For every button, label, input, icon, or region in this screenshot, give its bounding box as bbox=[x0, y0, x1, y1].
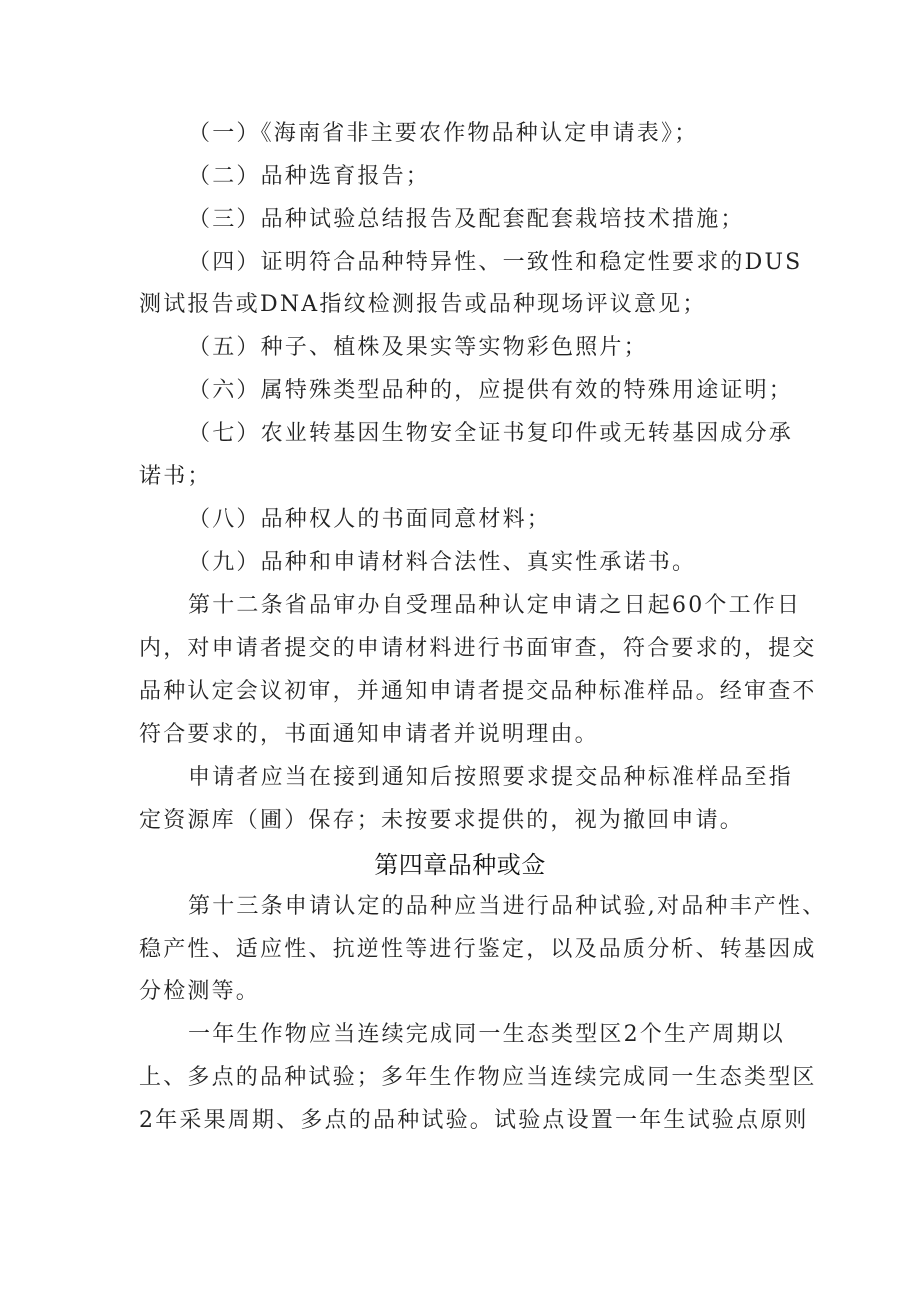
article-13-line-3: 分检测等。 bbox=[139, 979, 261, 1004]
trials-line-3: 2年采果周期、多点的品种试验。试验点设置一年生试验点原则 bbox=[139, 1108, 809, 1133]
item-6: （六）属特殊类型品种的，应提供有效的特殊用途证明； bbox=[188, 378, 794, 403]
article-13-line-2: 稳产性、适应性、抗逆性等进行鉴定，以及品质分析、转基因成 bbox=[139, 937, 817, 962]
item-7-line-2: 诺书； bbox=[139, 464, 212, 489]
samples-line-1: 申请者应当在接到通知后按照要求提交品种标准样品至指 bbox=[188, 765, 794, 790]
article-12-line-4: 符合要求的，书面通知申请者并说明理由。 bbox=[139, 722, 599, 747]
samples-line-2: 定资源库（圃）保存；未按要求提供的，视为撤回申请。 bbox=[139, 808, 745, 833]
item-8: （八）品种权人的书面同意材料； bbox=[188, 507, 552, 532]
item-2: （二）品种选育报告； bbox=[188, 164, 431, 189]
item-5: （五）种子、植株及果实等实物彩色照片； bbox=[188, 335, 648, 360]
item-1: （一）《海南省非主要农作物品种认定申请表》； bbox=[188, 121, 699, 146]
trials-line-2: 上、多点的品种试验；多年生作物应当连续完成同一生态类型区 bbox=[139, 1065, 817, 1090]
article-13-line-1: 第十三条申请认定的品种应当进行品种试验,对品种丰产性、 bbox=[188, 894, 827, 919]
item-4-line-1: （四）证明符合品种特异性、一致性和稳定性要求的DUS bbox=[188, 250, 803, 275]
article-12-line-1: 第十二条省品审办自受理品种认定申请之日起60个工作日 bbox=[188, 593, 802, 618]
item-7-line-1: （七）农业转基因生物安全证书复印件或无转基因成分承 bbox=[188, 421, 794, 446]
item-4-line-2: 测试报告或DNA指纹检测报告或品种现场评议意见； bbox=[139, 292, 707, 317]
article-12-line-3: 品种认定会议初审，并通知申请者提交品种标准样品。经审查不 bbox=[139, 679, 817, 704]
article-12-line-2: 内，对申请者提交的申请材料进行书面审查，符合要求的，提交 bbox=[139, 636, 817, 661]
chapter-heading: 第四章品种或佥 bbox=[374, 851, 546, 879]
item-9: （九）品种和申请材料合法性、真实性承诺书。 bbox=[188, 550, 697, 575]
trials-line-1: 一年生作物应当连续完成同一生态类型区2个生产周期以 bbox=[188, 1022, 785, 1047]
item-3: （三）品种试验总结报告及配套配套栽培技术措施； bbox=[188, 207, 745, 232]
